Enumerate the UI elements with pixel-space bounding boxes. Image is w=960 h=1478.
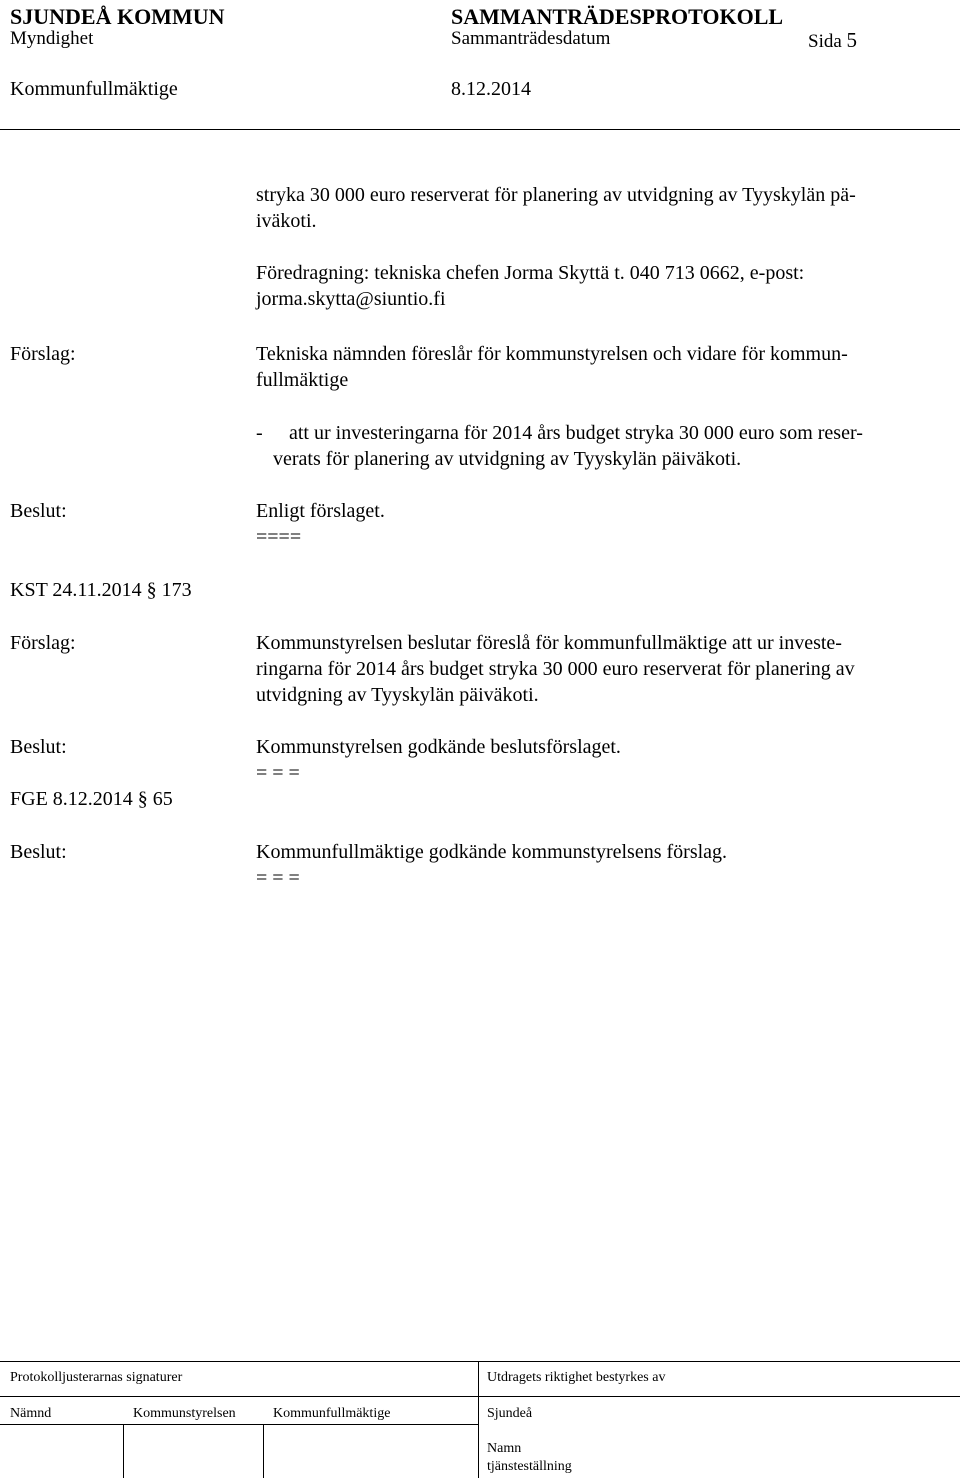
bullet-dash: - (256, 422, 263, 444)
fge-decision-text: Kommunfullmäktige godkände kommunstyrelsens förslag. (256, 841, 728, 863)
separator-2: = = = (256, 762, 300, 784)
signatures-label: Protokolljusterarnas signaturer (10, 1370, 183, 1385)
footer-column-divider (478, 1361, 479, 1478)
kst-decision-label: Beslut: (10, 736, 67, 758)
org-name: SJUNDEÅ KOMMUN (10, 4, 225, 29)
separator-1: ==== (256, 526, 302, 548)
bullet-line1: att ur investeringarna för 2014 års budget stryka 30 000 euro som reser- (289, 422, 863, 444)
kst-proposal-line1: Kommunstyrelsen beslutar föreslå för kommunfullmäktige att ur investe- (256, 632, 842, 654)
footer-top-border (0, 1361, 960, 1362)
presenter-line2: jorma.skytta@siuntio.fi (256, 288, 446, 310)
kst-proposal-line2: ringarna för 2014 års budget stryka 30 000 euro reserverat för planering av (256, 658, 855, 680)
col-kommunstyrelsen: Kommunstyrelsen (133, 1406, 236, 1421)
intro-text-line2: iväkoti. (256, 210, 317, 232)
col-namnd: Nämnd (10, 1406, 52, 1421)
intro-text-line1: stryka 30 000 euro reserverat för planering av utvidgning av Tyyskylän pä- (256, 184, 856, 206)
footer-header-underline (0, 1424, 478, 1425)
fge-decision-label: Beslut: (10, 841, 67, 863)
footer-mid-border (0, 1396, 960, 1397)
page-number: 5 (846, 28, 858, 52)
proposal-label: Förslag: (10, 343, 76, 365)
header-divider (0, 129, 960, 130)
meeting-date: 8.12.2014 (451, 78, 531, 100)
page-label: Sida (808, 31, 842, 52)
page-indicator (808, 28, 857, 53)
decision-label: Beslut: (10, 500, 67, 522)
col-kommunfullmaktige: Kommunfullmäktige (273, 1406, 391, 1421)
authority-label: Myndighet (10, 28, 94, 49)
authority-name: Kommunfullmäktige (10, 78, 178, 100)
separator-3: = = = (256, 867, 300, 889)
footer-divider-2 (263, 1424, 264, 1478)
name-label: Namn (487, 1441, 522, 1456)
footer-divider-1 (123, 1424, 124, 1478)
bullet-line2: verats för planering av utvidgning av Tyyskylän päiväkoti. (273, 448, 742, 470)
kst-reference: KST 24.11.2014 § 173 (10, 579, 192, 601)
document-type: SAMMANTRÄDESPROTOKOLL (451, 4, 784, 29)
position-label: tjänsteställning (487, 1459, 572, 1474)
proposal-line2: fullmäktige (256, 369, 349, 391)
meeting-date-label: Sammanträdesdatum (451, 28, 611, 49)
kst-decision-text: Kommunstyrelsen godkände beslutsförslaget. (256, 736, 621, 758)
kst-proposal-label: Förslag: (10, 632, 76, 654)
proposal-line1: Tekniska nämnden föreslår för kommunstyrelsen och vidare för kommun- (256, 343, 848, 365)
certify-label: Utdragets riktighet bestyrkes av (487, 1370, 666, 1385)
col-sjundea: Sjundeå (487, 1406, 533, 1421)
presenter-line1: Föredragning: tekniska chefen Jorma Skyttä t. 040 713 0662, e-post: (256, 262, 805, 284)
kst-proposal-line3: utvidgning av Tyyskylän päiväkoti. (256, 684, 539, 706)
decision-text: Enligt förslaget. (256, 500, 385, 522)
fge-reference: FGE 8.12.2014 § 65 (10, 788, 173, 810)
